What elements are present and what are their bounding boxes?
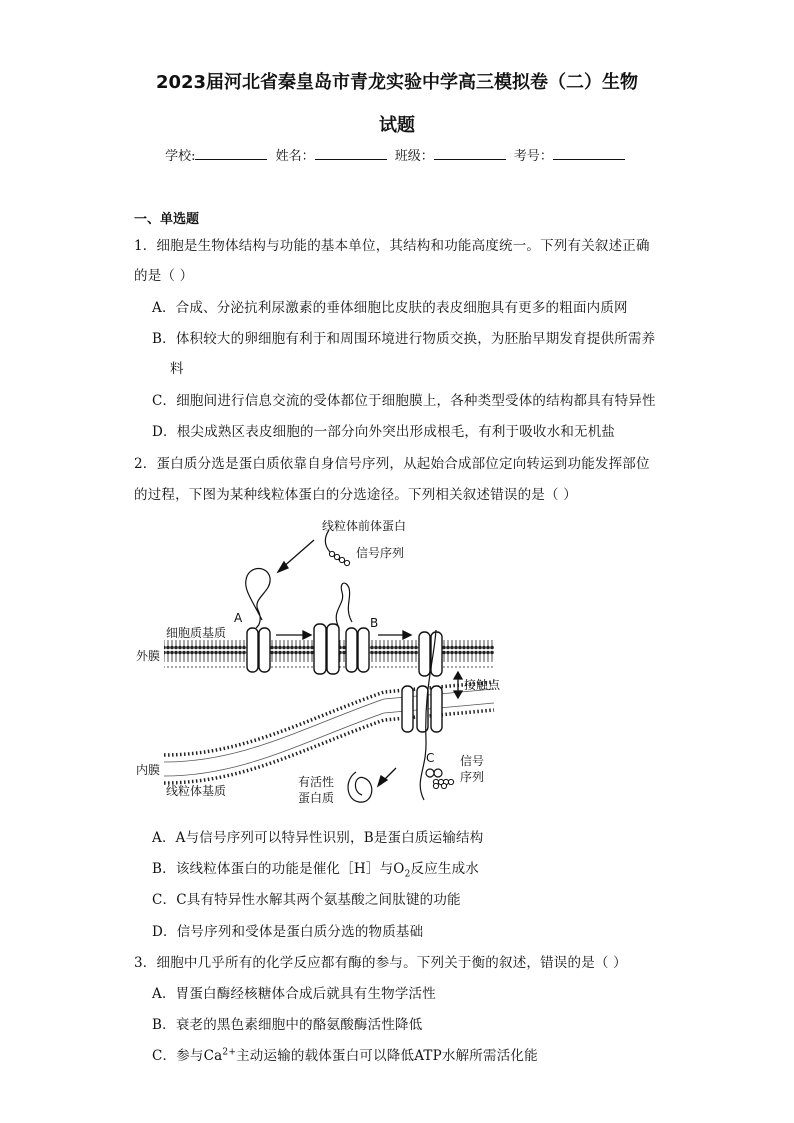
label-active-protein-1: 有活性 [298,775,335,789]
inner-channel [402,686,442,732]
q3-stem: 3．细胞中几乎所有的化学反应都有酶的参与。下列关于衡的叙述，错误的是（ ） [134,955,627,971]
label-inner-membrane: 内膜 [136,763,161,777]
q2-stem-line1: 2．蛋白质分选是蛋白质依靠自身信号序列，从起始合成部位定向转运到功能发挥部位 [134,456,650,472]
section-heading: 一、单选题 [134,212,200,227]
class-blank [434,147,506,160]
name-blank [315,147,387,160]
label-cytoplasm: 细胞质基质 [166,626,227,640]
label-active-protein-2: 蛋白质 [298,791,335,805]
name-label: 姓名： [275,149,315,164]
label-b: B [370,616,379,630]
label-matrix: 线粒体基质 [166,784,227,798]
q3-option-c: C．参与$Ca^{2+}$主动运输的载体蛋白可以降低ATP水解所需活化能 [152,1047,538,1064]
subscript-2: 2 [404,869,411,880]
class-label: 班级： [394,149,434,164]
school-label: 学校: [165,149,196,164]
superscript-2plus: 2+ [222,1047,237,1058]
receptor-a [247,628,270,672]
q3-option-a: A．胃蛋白酶经核糖体合成后就具有生物学活性 [152,986,436,1002]
q3-option-b: B．衰老的黑色素细胞中的酪氨酸酶活性降低 [152,1017,423,1033]
q1-option-c: C．细胞间进行信息交流的受体都位于细胞膜上，各种类型受体的结构都具有特异性 [152,393,656,409]
inner-membrane [164,682,494,783]
page-title-line1: 2023届河北省秦皇岛市青龙实验中学高三模拟卷（二）生物 [155,72,639,93]
exam-no-blank [553,147,625,160]
q1-option-a: A．合成、分泌抗利尿激素的垂体细胞比皮肤的表皮细胞具有更多的粗面内质网 [152,300,628,316]
q2-option-c: C．C具有特异性水解其两个氨基酸之间肽键的功能 [152,892,461,908]
label-a: A [234,611,243,625]
exam-no-label: 考号： [513,149,553,164]
q2-option-d: D．信号序列和受体是蛋白质分选的物质基础 [152,924,424,940]
school-blank [195,147,267,160]
q1-option-b-line2: 料 [170,361,184,377]
label-outer-membrane: 外膜 [136,649,161,663]
q1-option-d: D．根尖成熟区表皮细胞的一部分向外突出形成根毛，有利于吸收水和无机盐 [152,424,616,440]
label-signal-sequence-top: 信号序列 [356,546,405,560]
page-title-line2: 试题 [379,115,415,136]
q1-stem-line1: 1．细胞是生物体结构与功能的基本单位，其结构和功能高度统一。下列有关叙述正确 [134,238,650,254]
label-signal-1: 信号 [460,754,485,768]
q2-option-b: B．该线粒体蛋白的功能是催化［H］与$O_2$反应生成水 [152,861,479,880]
q1-option-b-line1: B．体积较大的卵细胞有利于和周围环境进行物质交换，为胚胎早期发育提供所需养 [152,331,656,347]
q1-stem-line2: 的是（ ） [134,268,194,284]
mitochondrial-protein-sorting-diagram [134,510,504,815]
label-c: C [426,751,435,765]
q2-option-a: A．A与信号序列可以特异性识别，B是蛋白质运输结构 [152,830,484,846]
label-precursor: 线粒体前体蛋白 [322,519,407,533]
student-info [0,145,794,164]
label-contact-point: 接触点 [464,678,501,692]
label-signal-2: 序列 [460,770,485,784]
q2-stem-line2: 的过程，下图为某种线粒体蛋白的分选途径。下列相关叙述错误的是（ ） [134,487,577,503]
protease-c [426,769,442,777]
active-protein [348,772,372,802]
